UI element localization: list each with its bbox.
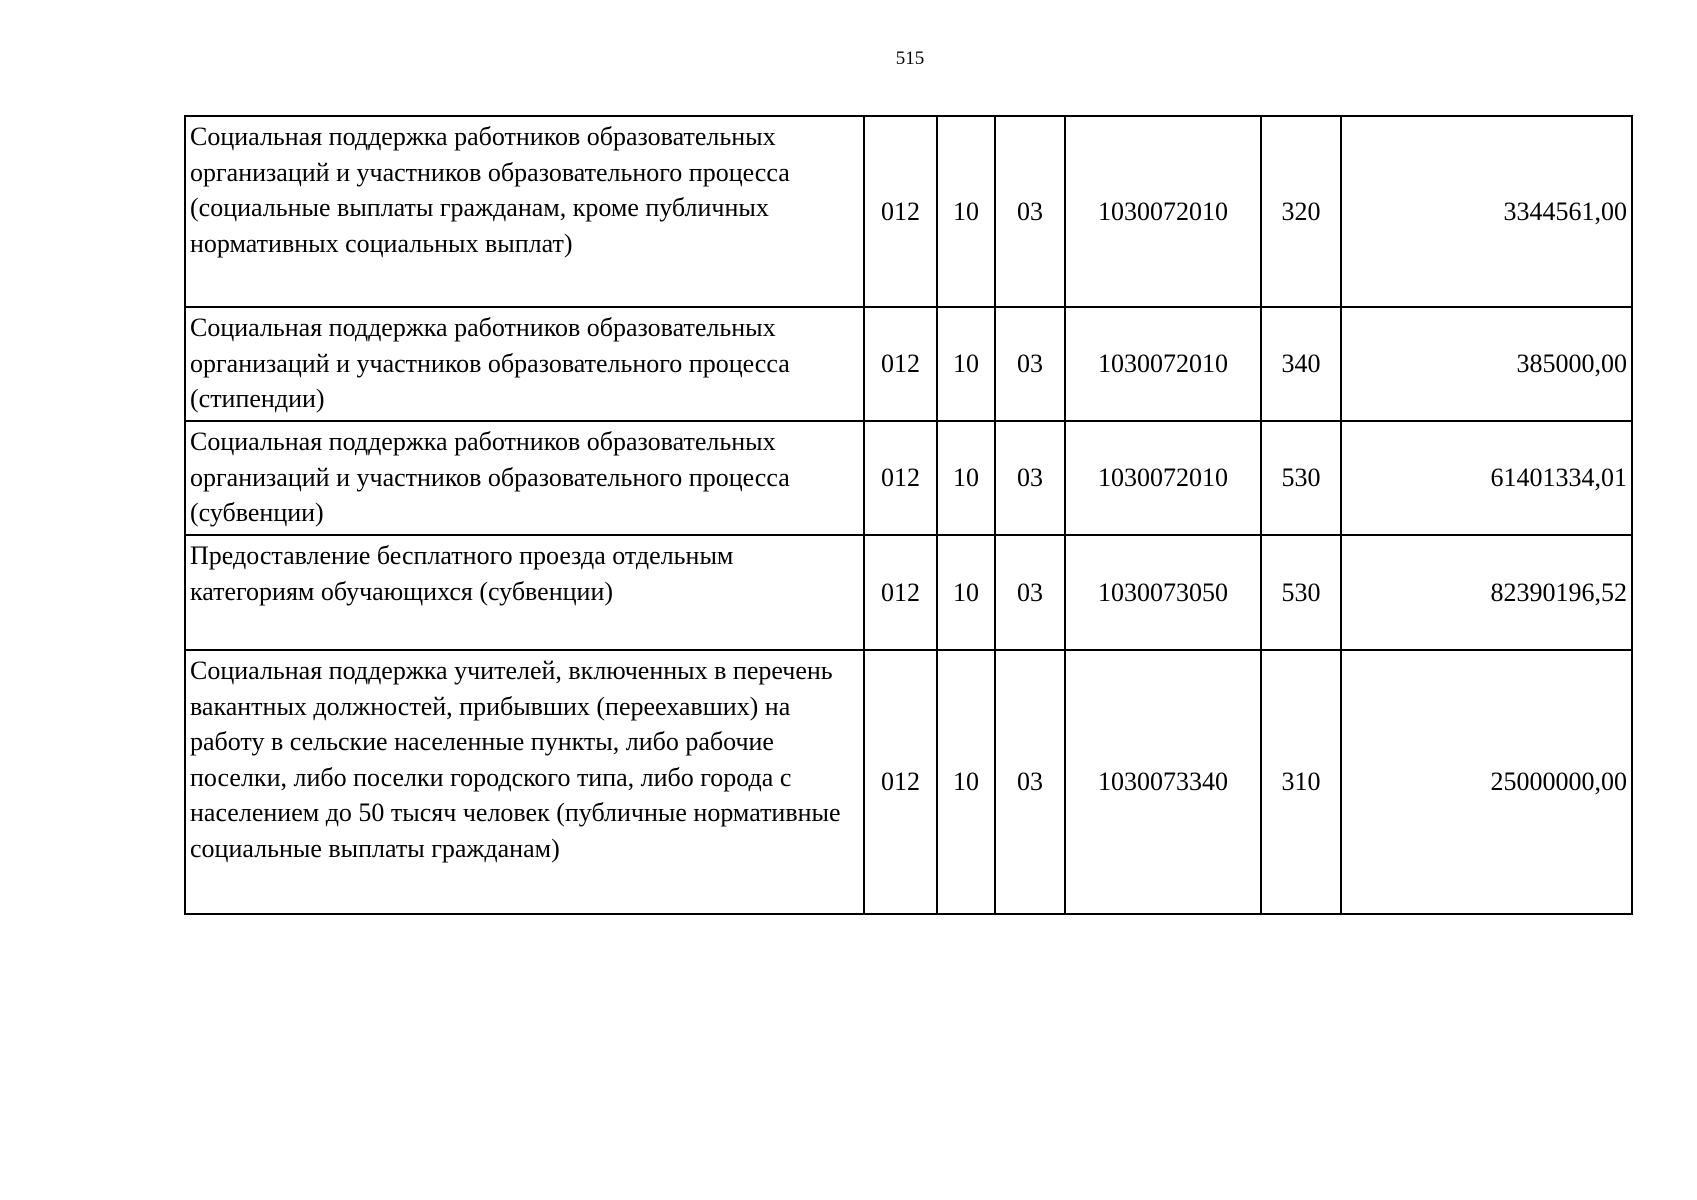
table-row (185, 650, 1632, 914)
subsection-code: 03 (995, 535, 1065, 650)
ministry-code: 012 (864, 535, 937, 650)
row-description: Социальная поддержка учителей, включенных в перечень вакантных должностей, прибывших (переехавших) на работу в сельские населенные пункты, либо рабочие поселки, либо поселки городского типа, либо города с населением до 50 тысяч человек (публичные нормативные социальные выплаты гражданам) (185, 650, 864, 914)
budget-table (184, 115, 1633, 915)
ministry-code: 012 (864, 650, 937, 914)
target-article-code: 1030072010 (1065, 116, 1261, 307)
expense-type-code: 530 (1261, 535, 1341, 650)
subsection-code: 03 (995, 650, 1065, 914)
row-description: Социальная поддержка работников образовательных организаций и участников образовательного процесса (субвенции) (185, 421, 864, 535)
target-article-code: 1030073050 (1065, 535, 1261, 650)
target-article-code: 1030072010 (1065, 421, 1261, 535)
ministry-code: 012 (864, 116, 937, 307)
subsection-code: 03 (995, 307, 1065, 421)
expense-type-code: 530 (1261, 421, 1341, 535)
subsection-code: 03 (995, 421, 1065, 535)
expense-type-code: 320 (1261, 116, 1341, 307)
amount: 82390196,52 (1341, 535, 1632, 650)
ministry-code: 012 (864, 421, 937, 535)
table-row (185, 535, 1632, 650)
amount: 61401334,01 (1341, 421, 1632, 535)
section-code: 10 (937, 307, 995, 421)
amount: 25000000,00 (1341, 650, 1632, 914)
table-row (185, 421, 1632, 535)
section-code: 10 (937, 535, 995, 650)
subsection-code: 03 (995, 116, 1065, 307)
section-code: 10 (937, 421, 995, 535)
section-code: 10 (937, 116, 995, 307)
amount: 385000,00 (1341, 307, 1632, 421)
section-code: 10 (937, 650, 995, 914)
expense-type-code: 310 (1261, 650, 1341, 914)
page-number: 515 (895, 48, 925, 69)
row-description: Социальная поддержка работников образовательных организаций и участников образовательного процесса (социальные выплаты гражданам, кроме публичных нормативных социальных выплат) (185, 116, 864, 307)
ministry-code: 012 (864, 307, 937, 421)
expense-type-code: 340 (1261, 307, 1341, 421)
table-row (185, 116, 1632, 307)
table-row (185, 307, 1632, 421)
amount: 3344561,00 (1341, 116, 1632, 307)
target-article-code: 1030073340 (1065, 650, 1261, 914)
row-description: Социальная поддержка работников образовательных организаций и участников образовательного процесса (стипендии) (185, 307, 864, 421)
row-description: Предоставление бесплатного проезда отдельным категориям обучающихся (субвенции) (185, 535, 864, 650)
target-article-code: 1030072010 (1065, 307, 1261, 421)
